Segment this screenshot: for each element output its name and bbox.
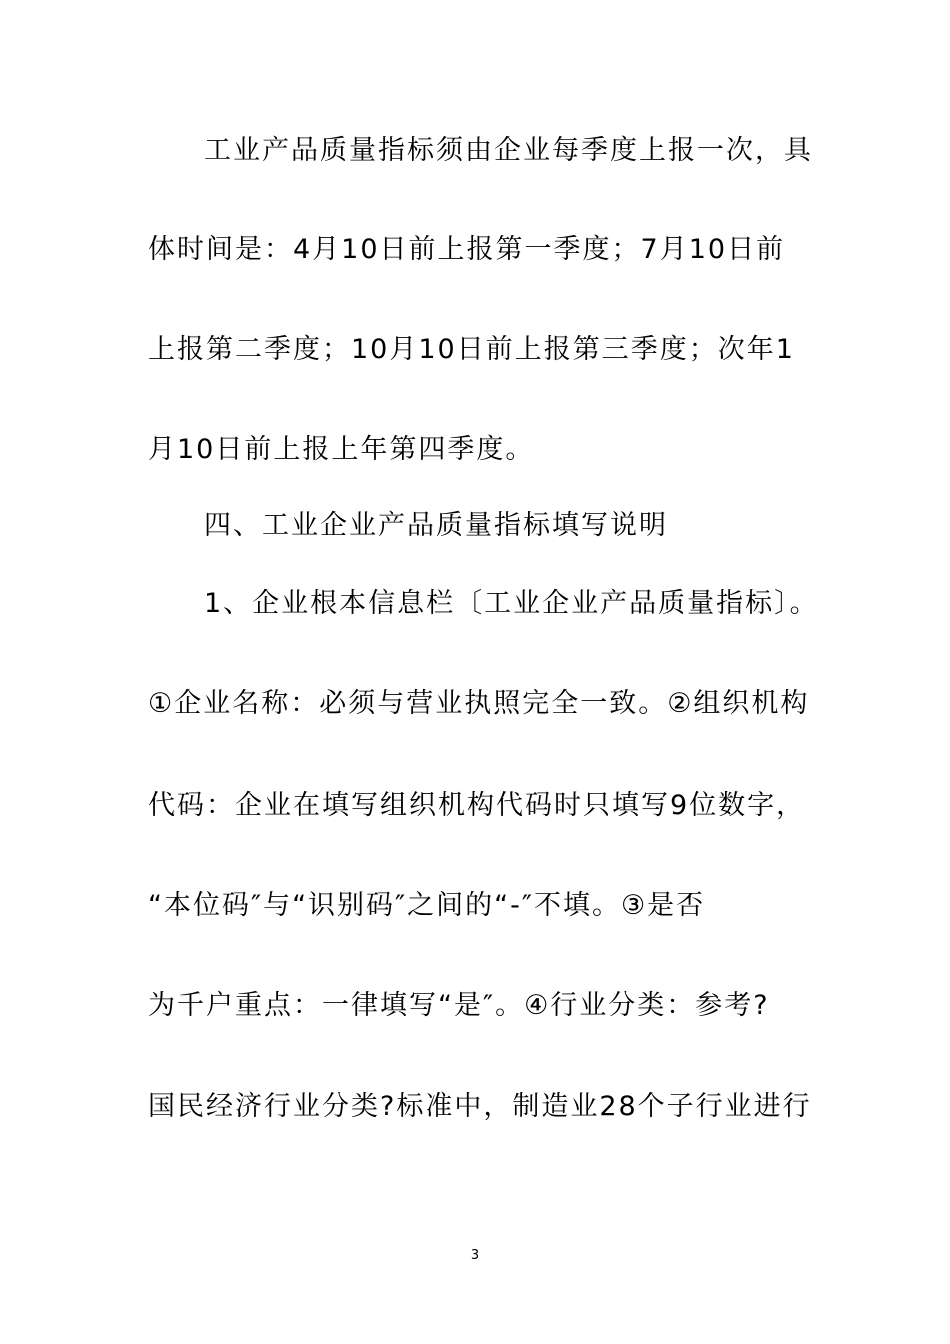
text-line: 月10日前上报上年第四季度。 <box>148 434 535 465</box>
text-line: ①企业名称：必须与营业执照完全一致。②组织机构 <box>148 688 810 719</box>
text-line: “本位码″与“识别码″之间的“-″不填。③是否 <box>148 890 706 921</box>
text-line: 上报第二季度；10月10日前上报第三季度；次年1 <box>148 334 795 365</box>
text-line: 代码：企业在填写组织机构代码时只填写9位数字， <box>148 790 806 821</box>
text-line: 工业产品质量指标须由企业每季度上报一次，具 <box>204 135 813 166</box>
text-line: 国民经济行业分类?标准中，制造业28个子行业进行 <box>148 1091 812 1122</box>
text-line: 为千户重点：一律填写“是″。④行业分类：参考? <box>148 990 770 1021</box>
text-line: 体时间是：4月10日前上报第一季度；7月10日前 <box>148 234 786 265</box>
page-number: 3 <box>470 1248 480 1263</box>
subsection-heading: 1、企业根本信息栏〔工业企业产品质量指标〕。 <box>204 588 819 619</box>
section-heading: 四、工业企业产品质量指标填写说明 <box>204 510 668 541</box>
